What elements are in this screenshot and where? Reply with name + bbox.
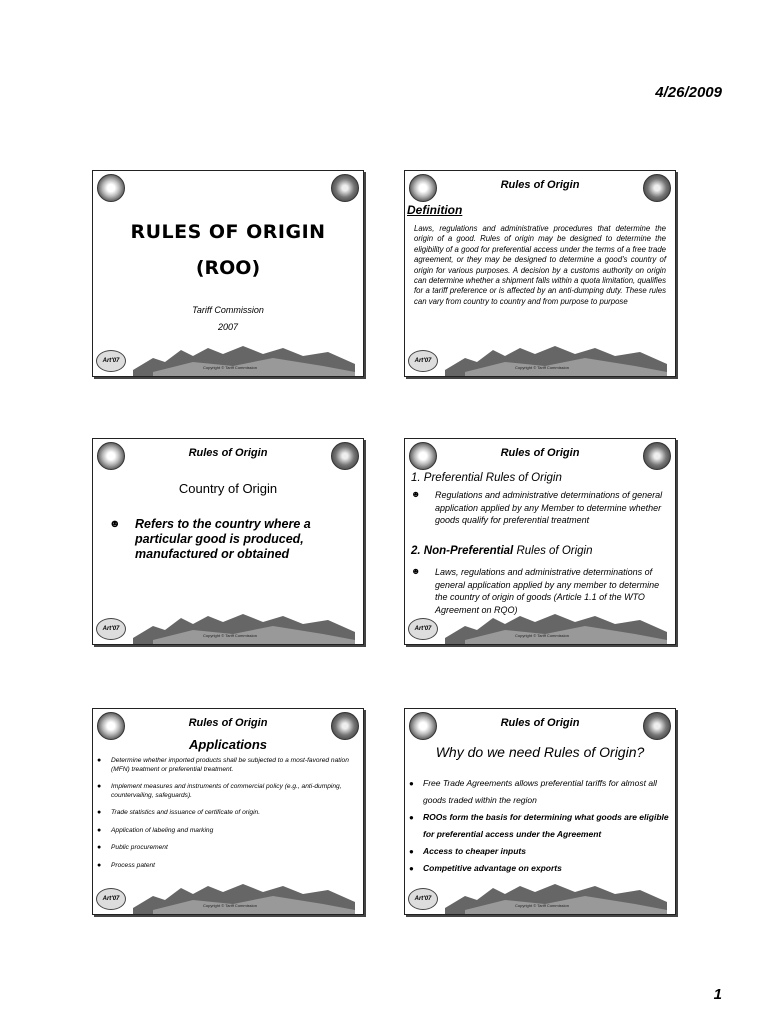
bullet-text: Refers to the country where a particular good is produced, manufactured or obtained xyxy=(135,517,311,561)
preferential-heading: 1. Preferential Rules of Origin xyxy=(411,472,562,484)
slide-header: Rules of Origin xyxy=(500,717,580,729)
non-preferential-heading-rest: Rules of Origin xyxy=(513,545,593,557)
copyright-text: Copyright © Tariff Commission xyxy=(203,903,257,908)
mountain-footer xyxy=(405,880,675,914)
list-item: ● Process patent xyxy=(97,861,155,869)
slide-country-of-origin xyxy=(92,438,364,645)
art-logo: Art'07 xyxy=(96,888,126,910)
slide-types-of-roo xyxy=(404,438,676,645)
applications-list xyxy=(97,757,357,870)
list-item: ● Access to cheaper inputs xyxy=(409,843,669,860)
slide-definition xyxy=(404,170,676,377)
bullet-icon: ● xyxy=(97,809,102,816)
slide-header: Rules of Origin xyxy=(188,717,268,729)
copyright-text: Copyright © Tariff Commission xyxy=(515,365,569,370)
copyright-text: Copyright © Tariff Commission xyxy=(203,633,257,638)
art-logo: Art'07 xyxy=(96,350,126,372)
bullet-icon: ● xyxy=(409,864,414,873)
slide-main-title-abbr: (ROO) xyxy=(195,257,261,279)
slide-title xyxy=(92,170,364,377)
reasons-list xyxy=(409,775,669,877)
organization-name: Tariff Commission xyxy=(192,305,264,315)
bullet-icon: ● xyxy=(409,813,414,822)
mountain-footer xyxy=(405,610,675,644)
list-item: ● Implement measures and instruments of commercial policy (e.g., anti-dumping, countervailing, safeguards). xyxy=(97,783,342,799)
list-item: ● Application of labeling and marking xyxy=(97,826,214,834)
art-logo: Art'07 xyxy=(408,350,438,372)
page-number: 1 xyxy=(713,986,722,1003)
preferential-text: Regulations and administrative determinations of general application applied by any Member to determine whether goods qualify for preferential treatment xyxy=(435,490,663,525)
copyright-text: Copyright © Tariff Commission xyxy=(515,633,569,638)
mountain-footer xyxy=(405,342,675,376)
art-logo: Art'07 xyxy=(408,888,438,910)
slide-year: 2007 xyxy=(217,322,239,332)
slide-main-title: RULES OF ORIGIN xyxy=(130,221,326,243)
bullet-icon: ☻ xyxy=(109,518,121,530)
slide-subtitle: Applications xyxy=(188,737,267,752)
tariff-commission-emblem-icon xyxy=(97,174,125,202)
non-preferential-text: Laws, regulations and administrative determinations of general application applied by any member to determine the country of origin of goods (Article 1.1 of the WTO Agreement on RQO) xyxy=(435,567,660,615)
bullet-icon: ● xyxy=(409,847,414,856)
slide-subtitle: Why do we need Rules of Origin? xyxy=(435,744,645,760)
slide-why-roo xyxy=(404,708,676,915)
definition-text: Laws, regulations and administrative procedures that determine the origin of a good. Rules of origin may be designed to determine the eligibility of a good for preferential access under the terms of a free trade agreement, or they may be designed to determine a good's country of origin for various purposes. A decision by a customs authority on origin can determine whether a shipment falls within a quota limitation, qualifies for a tariff preference or is affected by an anti-dumping duty. These rules can vary from country to country and from purpose to purpose xyxy=(414,224,666,306)
list-item: ● Competitive advantage on exports xyxy=(409,860,669,877)
non-preferential-heading: 2. Non-Preferential xyxy=(411,545,514,557)
document-date: 4/26/2009 xyxy=(655,84,722,101)
list-item: ● Trade statistics and issuance of certificate of origin. xyxy=(97,809,261,816)
mountain-footer xyxy=(93,610,363,644)
art-logo: Art'07 xyxy=(96,618,126,640)
mountain-footer xyxy=(93,342,363,376)
government-seal-icon xyxy=(331,174,359,202)
slide-header: Rules of Origin xyxy=(188,447,268,459)
definition-heading: Definition xyxy=(407,203,463,217)
list-item: ● Determine whether imported products shall be subjected to a most-favored nation (MFN) treatment or preferential treatment. xyxy=(97,757,349,773)
bullet-icon: ● xyxy=(97,844,102,851)
bullet-icon: ● xyxy=(97,783,102,790)
list-item: ● Free Trade Agreements allows preferential tariffs for almost all goods traded within the region xyxy=(409,775,669,809)
slide-header: Rules of Origin xyxy=(500,179,580,191)
slide-subtitle: Country of Origin xyxy=(178,481,278,496)
slide-applications xyxy=(92,708,364,915)
bullet-icon: ● xyxy=(97,861,102,869)
bullet-icon: ● xyxy=(409,779,414,788)
mountain-footer xyxy=(93,880,363,914)
bullet-icon: ● xyxy=(97,757,102,764)
art-logo: Art'07 xyxy=(408,618,438,640)
list-item: ● Public procurement xyxy=(97,844,168,851)
copyright-text: Copyright © Tariff Commission xyxy=(515,903,569,908)
list-item: ● ROOs form the basis for determining what goods are eligible for preferential access under the Agreement xyxy=(409,809,669,843)
slide-header: Rules of Origin xyxy=(500,447,580,459)
bullet-icon: ● xyxy=(97,826,102,834)
copyright-text: Copyright © Tariff Commission xyxy=(203,365,257,370)
bullet-icon: ☻ xyxy=(411,489,421,499)
bullet-icon: ☻ xyxy=(411,566,421,576)
